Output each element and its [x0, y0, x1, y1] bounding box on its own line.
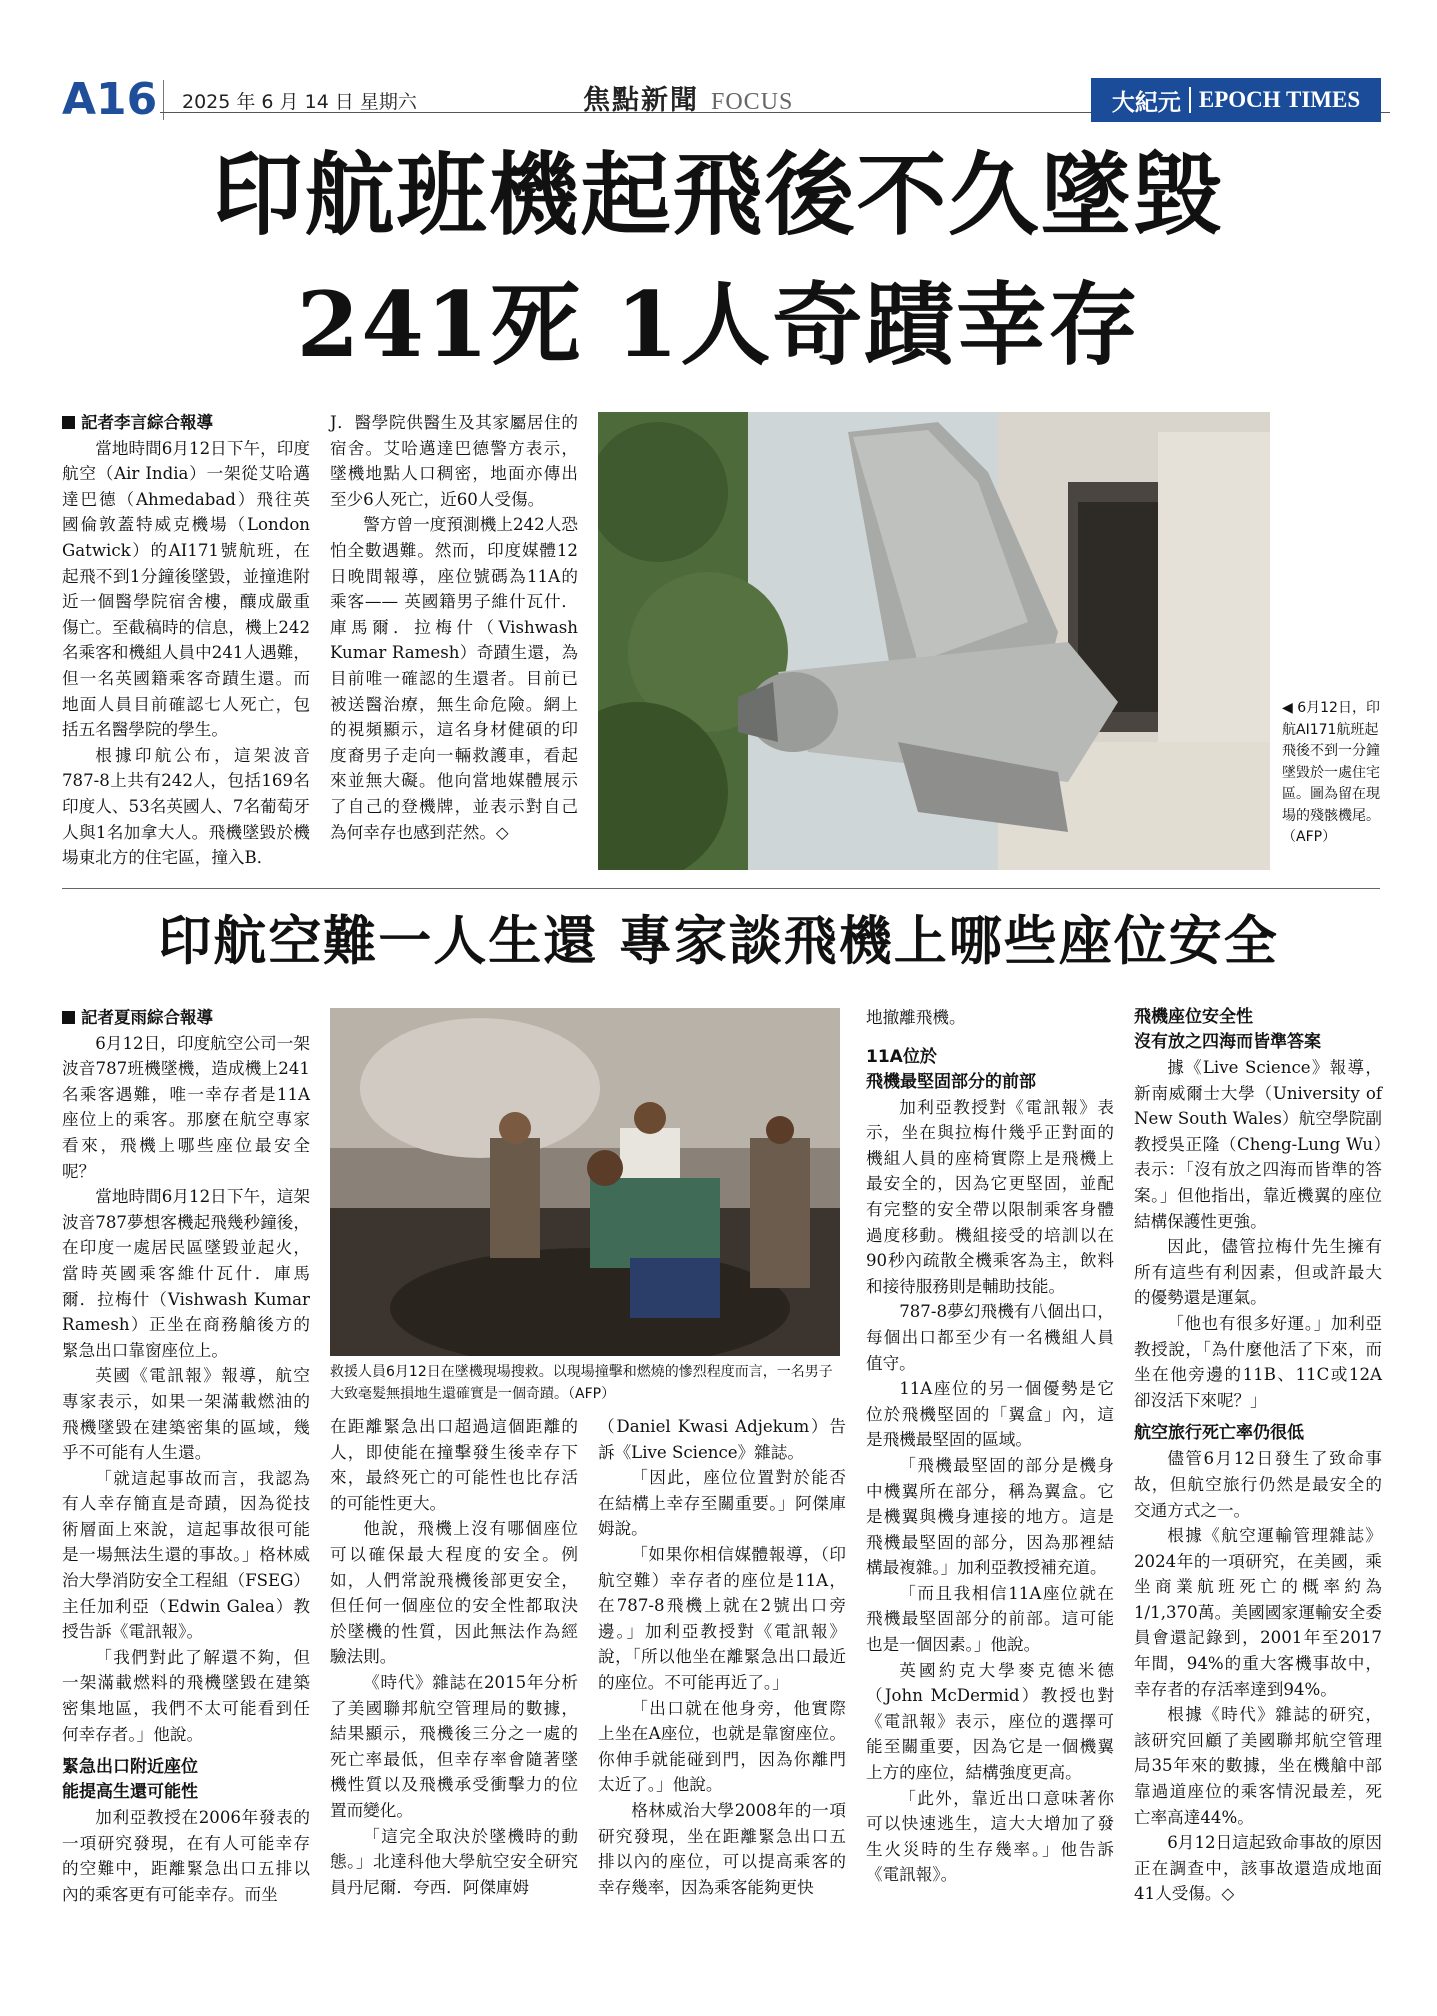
- story2-paragraph: 6月12日這起致命事故的原因正在調查中，該事故還造成地面41人受傷。◇: [1134, 1833, 1382, 1904]
- logo-divider: [1189, 87, 1191, 113]
- logo-zh: 大紀元: [1111, 89, 1181, 115]
- story2-paragraph: 「他也有很多好運。」加利亞教授說，「為什麼他活了下來，而坐在他旁邊的11B、11C或12A卻沒活下來呢？」: [1134, 1313, 1382, 1410]
- story2-paragraph: 「如果你相信媒體報導，（印航空難）幸存者的座位是11A，在787-8飛機上就在2號出口旁邊。」加利亞教授對《電訊報》說，「所以他坐在離緊急出口最近的座位。不可能再近了。」: [598, 1544, 846, 1692]
- story2-column-4: [866, 1005, 1114, 1888]
- section-title-en: FOCUS: [711, 89, 794, 115]
- story1-photo-caption: ◀ 6月12日，印航AI171航班起飛後不到一分鐘墜毀於一處住宅區。圖為留在現場的殘骸機尾。（AFP）: [1282, 700, 1380, 845]
- story2-paragraph: 根據《時代》雜誌的研究，該研究回顧了美國聯邦航空管理局35年來的數據，坐在機艙中部靠過道座位的乘客情況最差，死亡率高達44%。: [1134, 1705, 1382, 1827]
- story2-paragraph: 「我們對此了解還不夠，但一架滿載燃料的飛機墜毀在建築密集地區，我們不太可能看到任何幸存者。」他說。: [62, 1647, 310, 1744]
- story2-paragraph: 「就這起事故而言，我認為有人幸存簡直是奇蹟，因為從技術層面上來說，這起事故很可能是一場無法生還的事故。」格林威治大學消防安全工程組（FSEG）主任加利亞（Edwin Galea）教授告訴《電訊報》。: [62, 1468, 310, 1642]
- story2-byline-text: 記者夏雨綜合報導: [81, 1008, 213, 1027]
- story1-headline-line2: 241死 1人奇蹟幸存: [296, 272, 1141, 378]
- page-number: A16: [62, 74, 158, 125]
- story2-byline: [62, 1005, 310, 1031]
- aircraft-tail-photo-icon: [598, 412, 1270, 870]
- story2-paragraph: 格林威治大學2008年的一項研究發現，坐在距離緊急出口五排以內的座位，可以提高乘客的幸存幾率，因為乘客能夠更快: [598, 1800, 846, 1897]
- story2-paragraph: 根據《航空運輸管理雜誌》2024年的一項研究，在美國，乘坐商業航班死亡的概率約為1/1,370萬。美國國家運輸安全委員會還記錄到，2001年至2017年間，94%的重大客機事故中，幸存者的存活率達到94%。: [1134, 1526, 1382, 1699]
- story2-paragraph: 加利亞教授在2006年發表的一項研究發現，在有人可能幸存的空難中，距離緊急出口五排以內的乘客更有可能幸存。而坐: [62, 1808, 310, 1904]
- story2-paragraph: 加利亞教授對《電訊報》表示，坐在與拉梅什幾乎正對面的機組人員的座椅實際上是飛機上最安全的，因為它更堅固，並配有完整的安全帶以限制乘客身體過度移動。機組接受的培訓以在90秒內疏散全機乘客為主，飲料和接待服務則是輔助技能。: [866, 1097, 1114, 1296]
- story2-paragraph: 當地時間6月12日下午，這架波音787夢想客機起飛幾秒鐘後，在印度一處居民區墜毀並起火，當時英國乘客維什瓦什．庫馬爾．拉梅什（Vishwash Kumar Ramesh）正坐在商務艙後方的緊急出口靠窗座位上。: [62, 1187, 310, 1360]
- story2-paragraph: 在距離緊急出口超過這個距離的人，即使能在撞擊發生後幸存下來，最終死亡的可能性也比存活的可能性更大。: [330, 1417, 578, 1513]
- story2-paragraph: 地撤離飛機。: [866, 1008, 966, 1027]
- story2-paragraph: 因此，儘管拉梅什先生擁有所有這些有利因素，但或許最大的優勢還是運氣。: [1134, 1237, 1382, 1308]
- story2-paragraph: 787-8夢幻飛機有八個出口，每個出口都至少有一名機組人員值守。: [866, 1302, 1114, 1373]
- story2-paragraph: 據《Live Science》報導，新南威爾士大學（University of New South Wales）航空學院副教授吳正隆（Cheng-Lung Wu）表示：「沒有放之四海而皆準的答案。」但他指出，靠近機翼的座位結構保護性更強。: [1134, 1058, 1382, 1231]
- story2-paragraph: 「出口就在他身旁，他實際上坐在A座位，也就是靠窗座位。你伸手就能碰到門，因為你離門太近了。」他說。: [598, 1698, 846, 1795]
- story2-paragraph: 「飛機最堅固的部分是機身中機翼所在部分，稱為翼盒。它是機翼與機身連接的地方。這是飛機最堅固的部分，因為那裡結構最複雜。」加利亞教授補充道。: [866, 1455, 1114, 1578]
- story1-paragraph: J．醫學院供醫生及其家屬居住的宿舍。艾哈邁達巴德警方表示，墜機地點人口稠密，地面亦傳出至少6人死亡，近60人受傷。: [330, 413, 578, 509]
- issue-date: 2025 年 6 月 14 日 星期六: [182, 91, 417, 113]
- story2-photo-caption: 救援人員6月12日在墜機現場搜救。以現場撞擊和燃燒的慘烈程度而言，一名男子大致毫髮無損地生還確實是一個奇蹟。（AFP）: [330, 1364, 833, 1402]
- header-separator: [163, 80, 164, 120]
- story1-paragraph: 警方曾一度預測機上242人恐怕全數遇難。然而，印度媒體12日晚間報導，座位號碼為11A的乘客—— 英國籍男子維什瓦什．庫馬爾．拉梅什（Vishwash Kumar Ramesh）奇蹟生還，為目前唯一確認的生還者。目前已被送醫治療，無生命危險。網上的視頻顯示，這名身材健碩的印度裔男子走向一輛救護車，看起來並無大礙。他向當地媒體展示了自己的登機牌，並表示對自己為何幸存也感到茫然。◇: [330, 515, 578, 842]
- story1-headline-line1: 印航班機起飛後不久墜毀: [212, 142, 1225, 248]
- story2-headline: 印航空難一人生還 專家談飛機上哪些座位安全: [158, 911, 1279, 972]
- story1-paragraph: 當地時間6月12日下午，印度航空（Air India）一架從艾哈邁達巴德（Ahmedabad）飛往英國倫敦蓋特威克機場（London Gatwick）的AI171號航班，在起飛不到1分鐘後墜毀，並撞進附近一個醫學院宿舍樓，釀成嚴重傷亡。至截稿時的信息，機上242名乘客和機組人員中241人遇難，但一名英國籍乘客奇蹟生還。而地面人員目前確認七人死亡，包括五名醫學院的學生。: [62, 438, 310, 740]
- story2-column-2: [330, 1414, 578, 1900]
- story2-paragraph: 6月12日，印度航空公司一架波音787班機墜機，造成機上241名乘客遇難，唯一幸存者是11A座位上的乘客。那麼在航空專家看來，飛機上哪些座位最安全呢？: [62, 1033, 310, 1181]
- epoch-times-logo: [1091, 78, 1381, 122]
- story2-subheading: 11A位於 飛機最堅固部分的前部: [866, 1046, 1036, 1092]
- story2-subheading: 航空旅行死亡率仍很低: [1134, 1423, 1304, 1444]
- aircraft-tail-photo: [598, 412, 1270, 870]
- story2-paragraph: 「而且我相信11A座位就在飛機最堅固部分的前部。這可能也是一個因素。」他說。: [866, 1583, 1114, 1655]
- story2-paragraph: （Daniel Kwasi Adjekum）告訴《Live Science》雜誌。: [598, 1417, 846, 1462]
- story2-column-5: [1134, 1005, 1382, 1907]
- story1-byline: [62, 410, 310, 436]
- logo-en: EPOCH TIMES: [1198, 87, 1361, 112]
- story2-column-3: [598, 1414, 846, 1900]
- story2-paragraph: 英國《電訊報》報導，航空專家表示，如果一架滿載燃油的飛機墜毀在建築密集的區域，幾乎不可能有人生還。: [62, 1366, 310, 1463]
- story2-paragraph: 「因此，座位位置對於能否在結構上幸存至關重要。」阿傑庫姆說。: [598, 1468, 846, 1539]
- story2-paragraph: 《時代》雜誌在2015年分析了美國聯邦航空管理局的數據，結果顯示，飛機後三分之一處的死亡率最低，但幸存率會隨著墜機性質以及飛機承受衝擊力的位置而變化。: [330, 1672, 578, 1820]
- story2-paragraph: 「此外，靠近出口意味著你可以快速逃生，這大大增加了發生火災時的生存幾率。」他告訴《電訊報》。: [866, 1788, 1114, 1885]
- story2-subheading: 飛機座位安全性 沒有放之四海而皆準答案: [1134, 1007, 1321, 1052]
- section-divider: [62, 888, 1380, 889]
- rescue-scene-photo-icon: [330, 1008, 840, 1356]
- story1-column-2: [330, 410, 578, 845]
- story1-column-1: [62, 410, 310, 871]
- byline-square-icon: [62, 1011, 75, 1024]
- section-title-zh: 焦點新聞: [583, 85, 699, 116]
- story2-paragraph: 他說，飛機上沒有哪個座位可以確保最大程度的安全。例如，人們常說飛機後部更安全，但任何一個座位的安全性都取決於墜機的性質，因此無法作為經驗法則。: [330, 1519, 578, 1667]
- story2-column-1: [62, 1005, 310, 1908]
- story2-paragraph: 儘管6月12日發生了致命事故，但航空旅行仍然是最安全的交通方式之一。: [1134, 1449, 1382, 1520]
- story2-paragraph: 英國約克大學麥克德米德（John McDermid）教授也對《電訊報》表示，座位的選擇可能至關重要，因為它是一個機翼上方的座位，結構強度更高。: [866, 1660, 1114, 1783]
- byline-square-icon: [62, 416, 75, 429]
- rescue-scene-photo: [330, 1008, 840, 1356]
- story2-subheading: 緊急出口附近座位 能提高生還可能性: [62, 1757, 198, 1803]
- story2-paragraph: 「這完全取決於墜機時的動態。」北達科他大學航空安全研究員丹尼爾．夸西．阿傑庫姆: [330, 1826, 578, 1897]
- story2-paragraph: 11A座位的另一個優勢是它位於飛機堅固的「翼盒」內，這是飛機最堅固的區域。: [866, 1379, 1114, 1450]
- story1-paragraph: 根據印航公布，這架波音787-8上共有242人，包括169名印度人、53名英國人、7名葡萄牙人與1名加拿大人。飛機墜毀於機場東北方的住宅區，撞入B．: [62, 745, 310, 868]
- story1-byline-text: 記者李言綜合報導: [81, 413, 213, 432]
